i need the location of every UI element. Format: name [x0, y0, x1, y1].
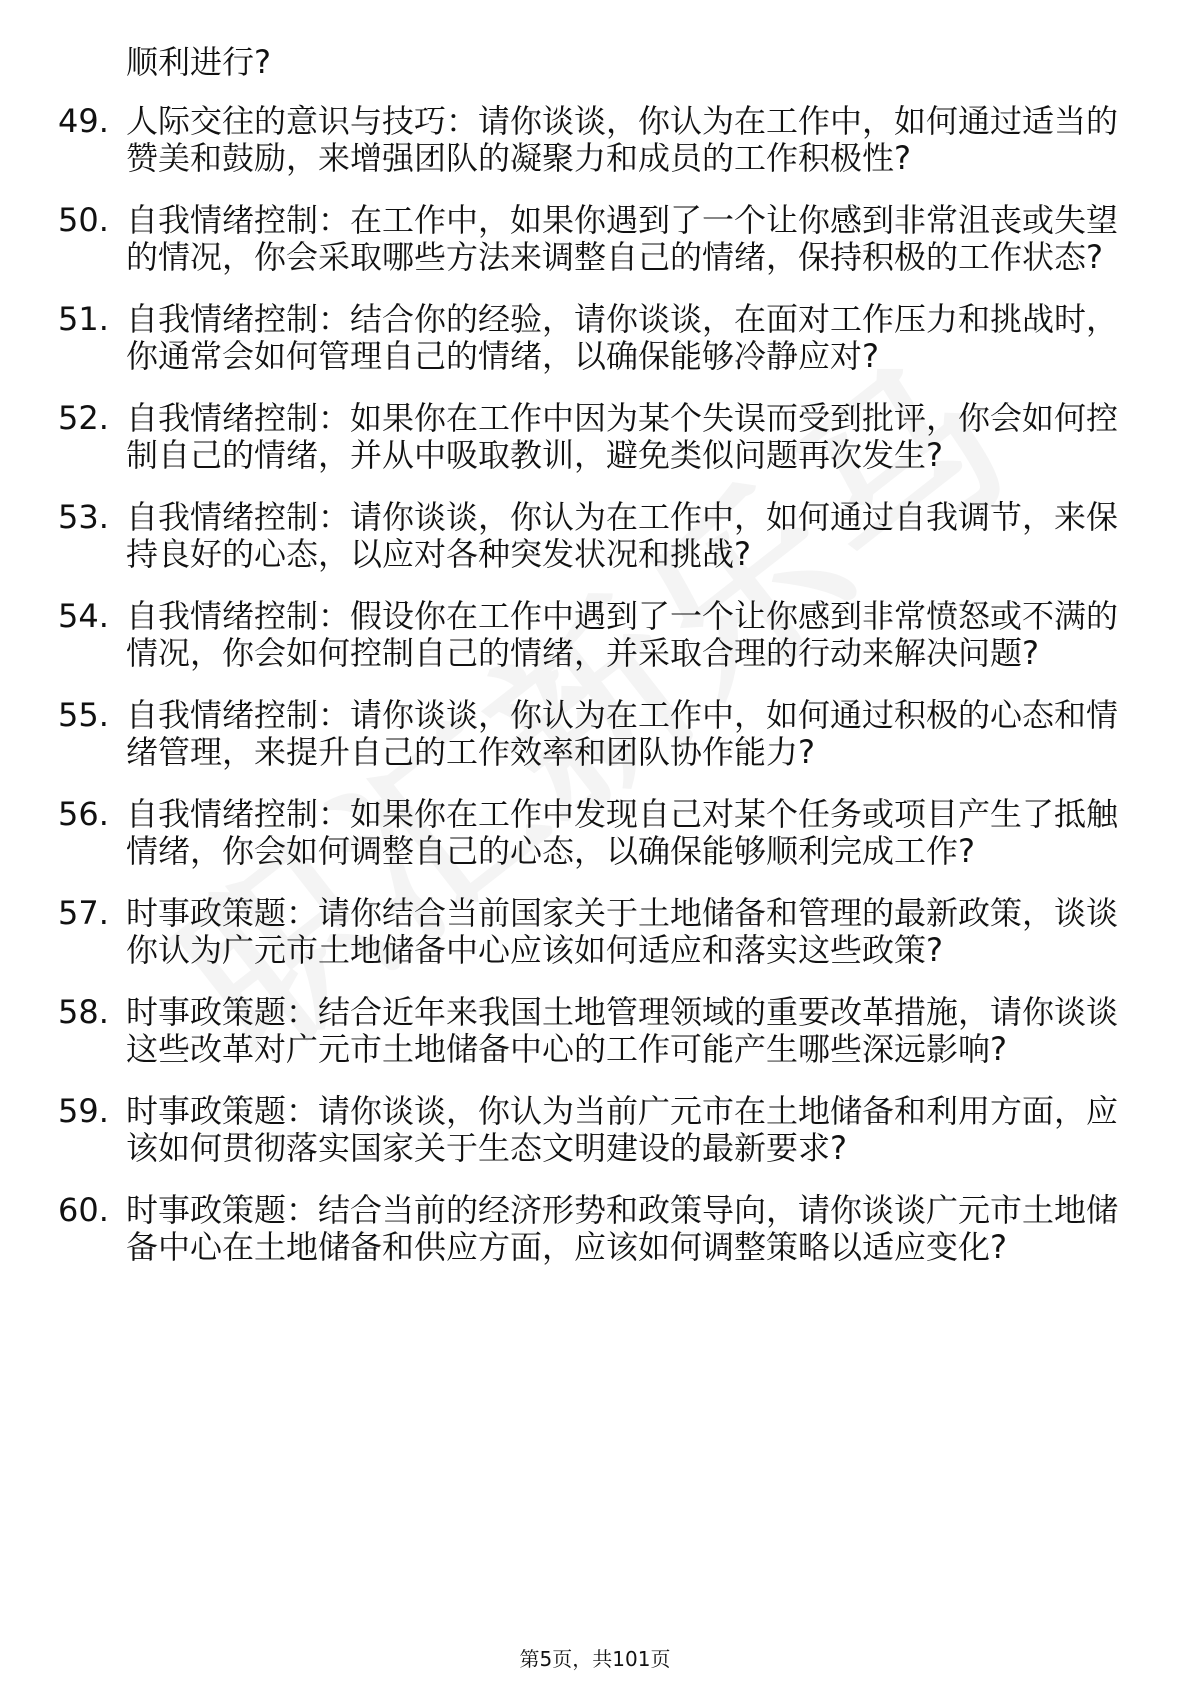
question-item	[58, 202, 1118, 276]
page-footer: 第5页，共101页	[519, 1647, 671, 1671]
question-list	[58, 103, 1118, 1266]
question-number: 52.	[58, 399, 109, 437]
question-text: 自我情绪控制：假设你在工作中遇到了一个让你感到非常愤怒或不满的情况，你会如何控制自己的情绪，并采取合理的行动来解决问题?	[126, 597, 1119, 672]
question-text: 自我情绪控制：请你谈谈，你认为在工作中，如何通过自我调节，来保持良好的心态，以应对各种突发状况和挑战?	[126, 498, 1119, 573]
question-number: 58.	[58, 993, 109, 1031]
question-number: 53.	[58, 498, 109, 536]
page-content	[58, 44, 1118, 1291]
question-item	[58, 499, 1118, 573]
question-item	[58, 400, 1118, 474]
question-number: 56.	[58, 795, 109, 833]
question-number: 50.	[58, 201, 109, 239]
question-item	[58, 994, 1118, 1068]
question-item	[58, 1192, 1118, 1266]
question-text: 人际交往的意识与技巧：请你谈谈，你认为在工作中，如何通过适当的赞美和鼓励，来增强团队的凝聚力和成员的工作积极性?	[126, 102, 1119, 177]
question-item	[58, 1093, 1118, 1167]
question-number: 59.	[58, 1092, 109, 1130]
question-item	[58, 301, 1118, 375]
question-text: 时事政策题：请你谈谈，你认为当前广元市在土地储备和利用方面，应该如何贯彻落实国家关于生态文明建设的最新要求?	[126, 1092, 1119, 1167]
question-item	[58, 103, 1118, 177]
question-number: 57.	[58, 894, 109, 932]
question-number: 49.	[58, 102, 109, 140]
question-text: 自我情绪控制：在工作中，如果你遇到了一个让你感到非常沮丧或失望的情况，你会采取哪些方法来调整自己的情绪，保持积极的工作状态?	[126, 201, 1119, 276]
question-number: 54.	[58, 597, 109, 635]
question-number: 51.	[58, 300, 109, 338]
question-number: 55.	[58, 696, 109, 734]
question-text: 自我情绪控制：结合你的经验，请你谈谈，在面对工作压力和挑战时，你通常会如何管理自己的情绪，以确保能够冷静应对?	[126, 300, 1119, 375]
question-text: 时事政策题：结合近年来我国土地管理领域的重要改革措施，请你谈谈这些改革对广元市土地储备中心的工作可能产生哪些深远影响?	[126, 993, 1119, 1068]
question-item	[58, 796, 1118, 870]
question-text: 自我情绪控制：如果你在工作中因为某个失误而受到批评，你会如何控制自己的情绪，并从中吸取教训，避免类似问题再次发生?	[126, 399, 1119, 474]
question-item	[58, 697, 1118, 771]
question-item	[58, 598, 1118, 672]
question-text: 自我情绪控制：如果你在工作中发现自己对某个任务或项目产生了抵触情绪，你会如何调整自己的心态，以确保能够顺利完成工作?	[126, 795, 1119, 870]
question-text: 时事政策题：请你结合当前国家关于土地储备和管理的最新政策，谈谈你认为广元市土地储备中心应该如何适应和落实这些政策?	[126, 894, 1119, 969]
question-text: 时事政策题：结合当前的经济形势和政策导向，请你谈谈广元市土地储备中心在土地储备和供应方面，应该如何调整策略以适应变化?	[126, 1191, 1119, 1266]
continued-question-text: 顺利进行?	[126, 43, 271, 81]
question-item	[58, 895, 1118, 969]
question-text: 自我情绪控制：请你谈谈，你认为在工作中，如何通过积极的心态和情绪管理，来提升自己的工作效率和团队协作能力?	[126, 696, 1119, 771]
question-number: 60.	[58, 1191, 109, 1229]
